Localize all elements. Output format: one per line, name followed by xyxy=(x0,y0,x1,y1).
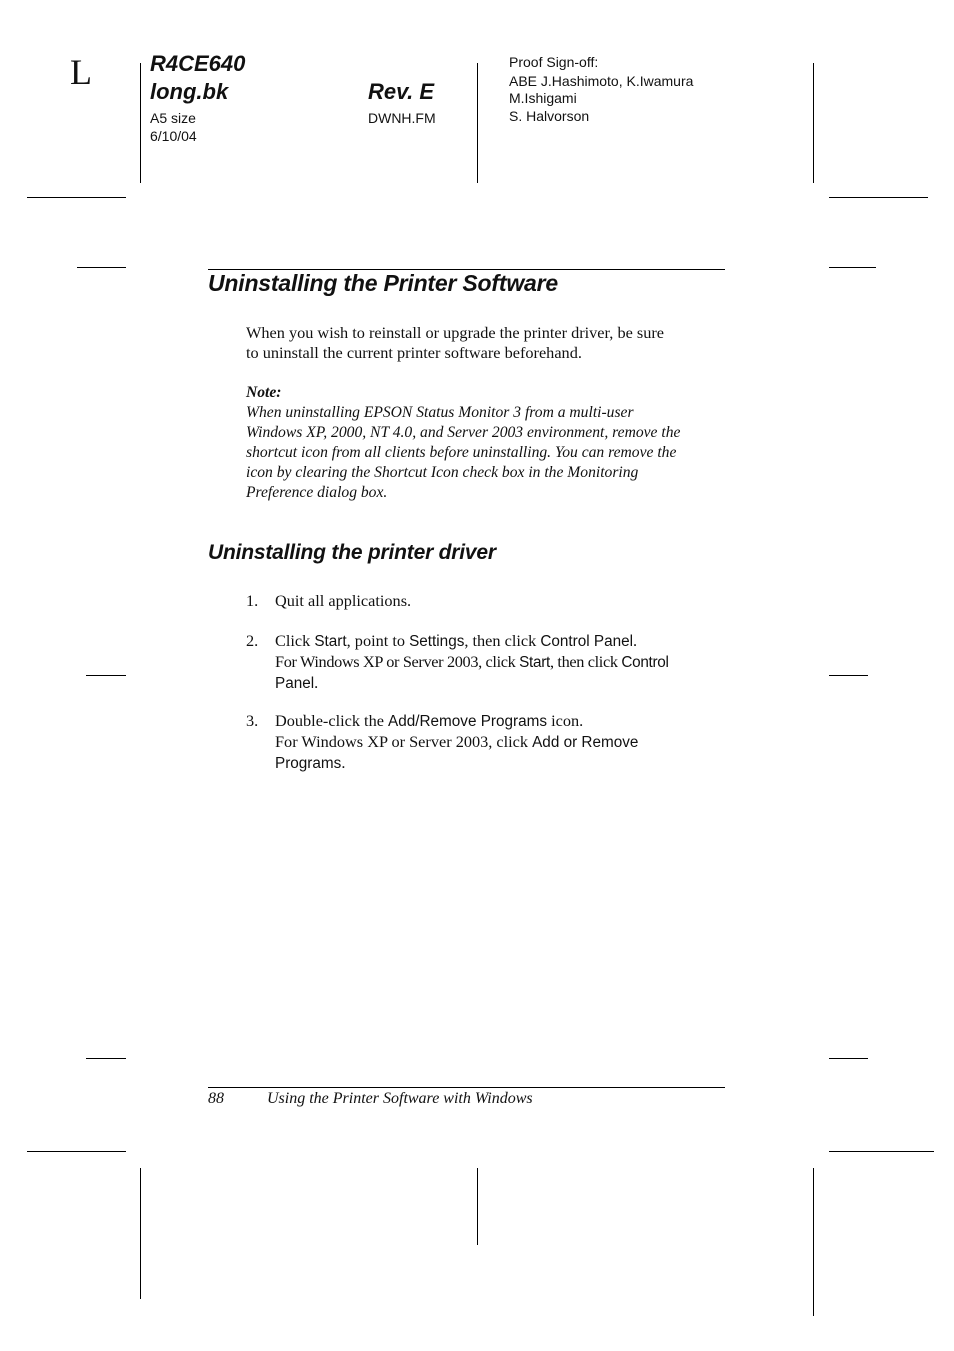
book-name: long.bk xyxy=(150,79,229,104)
trim-mark-right-lower xyxy=(829,1058,868,1059)
note-line-1: When uninstalling EPSON Status Monitor 3 from a multi-user xyxy=(246,404,634,421)
step-text xyxy=(275,711,737,774)
text-run: For Windows XP or Server 2003, click xyxy=(275,652,520,671)
crop-mark-bottom-right-v xyxy=(813,1168,814,1316)
step-number: 2. xyxy=(246,631,259,650)
intro-line-2: to uninstall the current printer software beforehand. xyxy=(246,343,582,362)
text-run: icon. xyxy=(547,711,584,730)
ui-term-control-panel: Control Panel xyxy=(540,633,633,650)
note-label: Note: xyxy=(246,384,282,401)
step-2 xyxy=(246,631,736,693)
step-text: Quit all applications. xyxy=(275,591,412,610)
crop-mark-bottom-center-v xyxy=(477,1168,478,1245)
text-run: . xyxy=(314,673,319,692)
ui-term-start: Start xyxy=(314,633,347,650)
step-1 xyxy=(246,591,736,613)
trim-mark-left-middle xyxy=(86,675,126,676)
section-title: Uninstalling the Printer Software xyxy=(208,270,558,296)
step-number: 1. xyxy=(246,591,259,610)
source-file: DWNH.FM xyxy=(368,110,436,126)
proof-signoff-names-3: S. Halvorson xyxy=(509,108,590,124)
note-line-4: icon by clearing the Shortcut Icon check box in the Monitoring xyxy=(246,464,639,481)
text-run: , then click xyxy=(549,652,622,671)
ui-term-add-or-remove: Add or Remove xyxy=(532,734,639,751)
trim-mark-left-lower xyxy=(86,1058,126,1059)
intro-paragraph xyxy=(246,323,736,363)
revision-label: Rev. E xyxy=(368,79,435,104)
intro-line-1: When you wish to reinstall or upgrade the printer driver, be sure xyxy=(246,323,665,342)
crop-mark-bottom-left-v xyxy=(140,1168,141,1299)
book-code: R4CE640 xyxy=(150,51,246,76)
proof-signoff-names-1: ABE J.Hashimoto, K.Iwamura xyxy=(509,73,694,89)
ui-term-start: Start xyxy=(519,654,550,671)
text-run: . xyxy=(341,753,346,772)
crop-mark-top-left-v xyxy=(140,63,141,183)
note-line-2: Windows XP, 2000, NT 4.0, and Server 2003 environment, remove the xyxy=(246,424,681,441)
footer-rule xyxy=(208,1087,725,1088)
note-line-5: Preference dialog box. xyxy=(246,484,388,501)
trim-mark-left-upper xyxy=(77,267,126,268)
proof-signoff-title: Proof Sign-off: xyxy=(509,54,599,70)
ui-term-control: Control xyxy=(621,654,669,671)
subsection-title: Uninstalling the printer driver xyxy=(208,541,496,564)
ui-term-add-remove-programs: Add/Remove Programs xyxy=(388,713,548,730)
step-text xyxy=(275,631,737,694)
trim-mark-right-middle xyxy=(829,675,868,676)
crop-mark-top-center-v xyxy=(477,63,478,183)
text-run: , point to xyxy=(346,631,410,650)
header-date: 6/10/04 xyxy=(150,128,197,144)
page-size: A5 size xyxy=(150,110,196,126)
text-run: Click xyxy=(275,631,315,650)
crop-mark-bottom-right-h xyxy=(829,1151,934,1152)
step-number: 3. xyxy=(246,711,259,730)
text-run: . xyxy=(633,631,638,650)
crop-mark-top-right-v xyxy=(813,63,814,183)
step-3 xyxy=(246,711,736,773)
note-block xyxy=(246,383,736,503)
page-number: 88 xyxy=(208,1090,224,1107)
crop-mark-bottom-left-h xyxy=(27,1151,126,1152)
text-run: , then click xyxy=(464,631,541,650)
proof-signoff-names-2: M.Ishigami xyxy=(509,90,577,106)
page-side-letter: L xyxy=(70,52,92,92)
trim-mark-right-upper xyxy=(829,267,876,268)
crop-mark-top-left-h xyxy=(27,197,126,198)
ui-term-settings: Settings xyxy=(409,633,465,650)
note-line-3: shortcut icon from all clients before uninstalling. You can remove the xyxy=(246,444,677,461)
text-run: For Windows XP or Server 2003, click xyxy=(275,732,533,751)
ui-term-panel: Panel xyxy=(275,675,315,692)
ui-term-programs: Programs xyxy=(275,755,342,772)
text-run: Double-click the xyxy=(275,711,389,730)
running-footer-chapter: Using the Printer Software with Windows xyxy=(267,1090,533,1107)
crop-mark-top-right-h xyxy=(829,197,928,198)
